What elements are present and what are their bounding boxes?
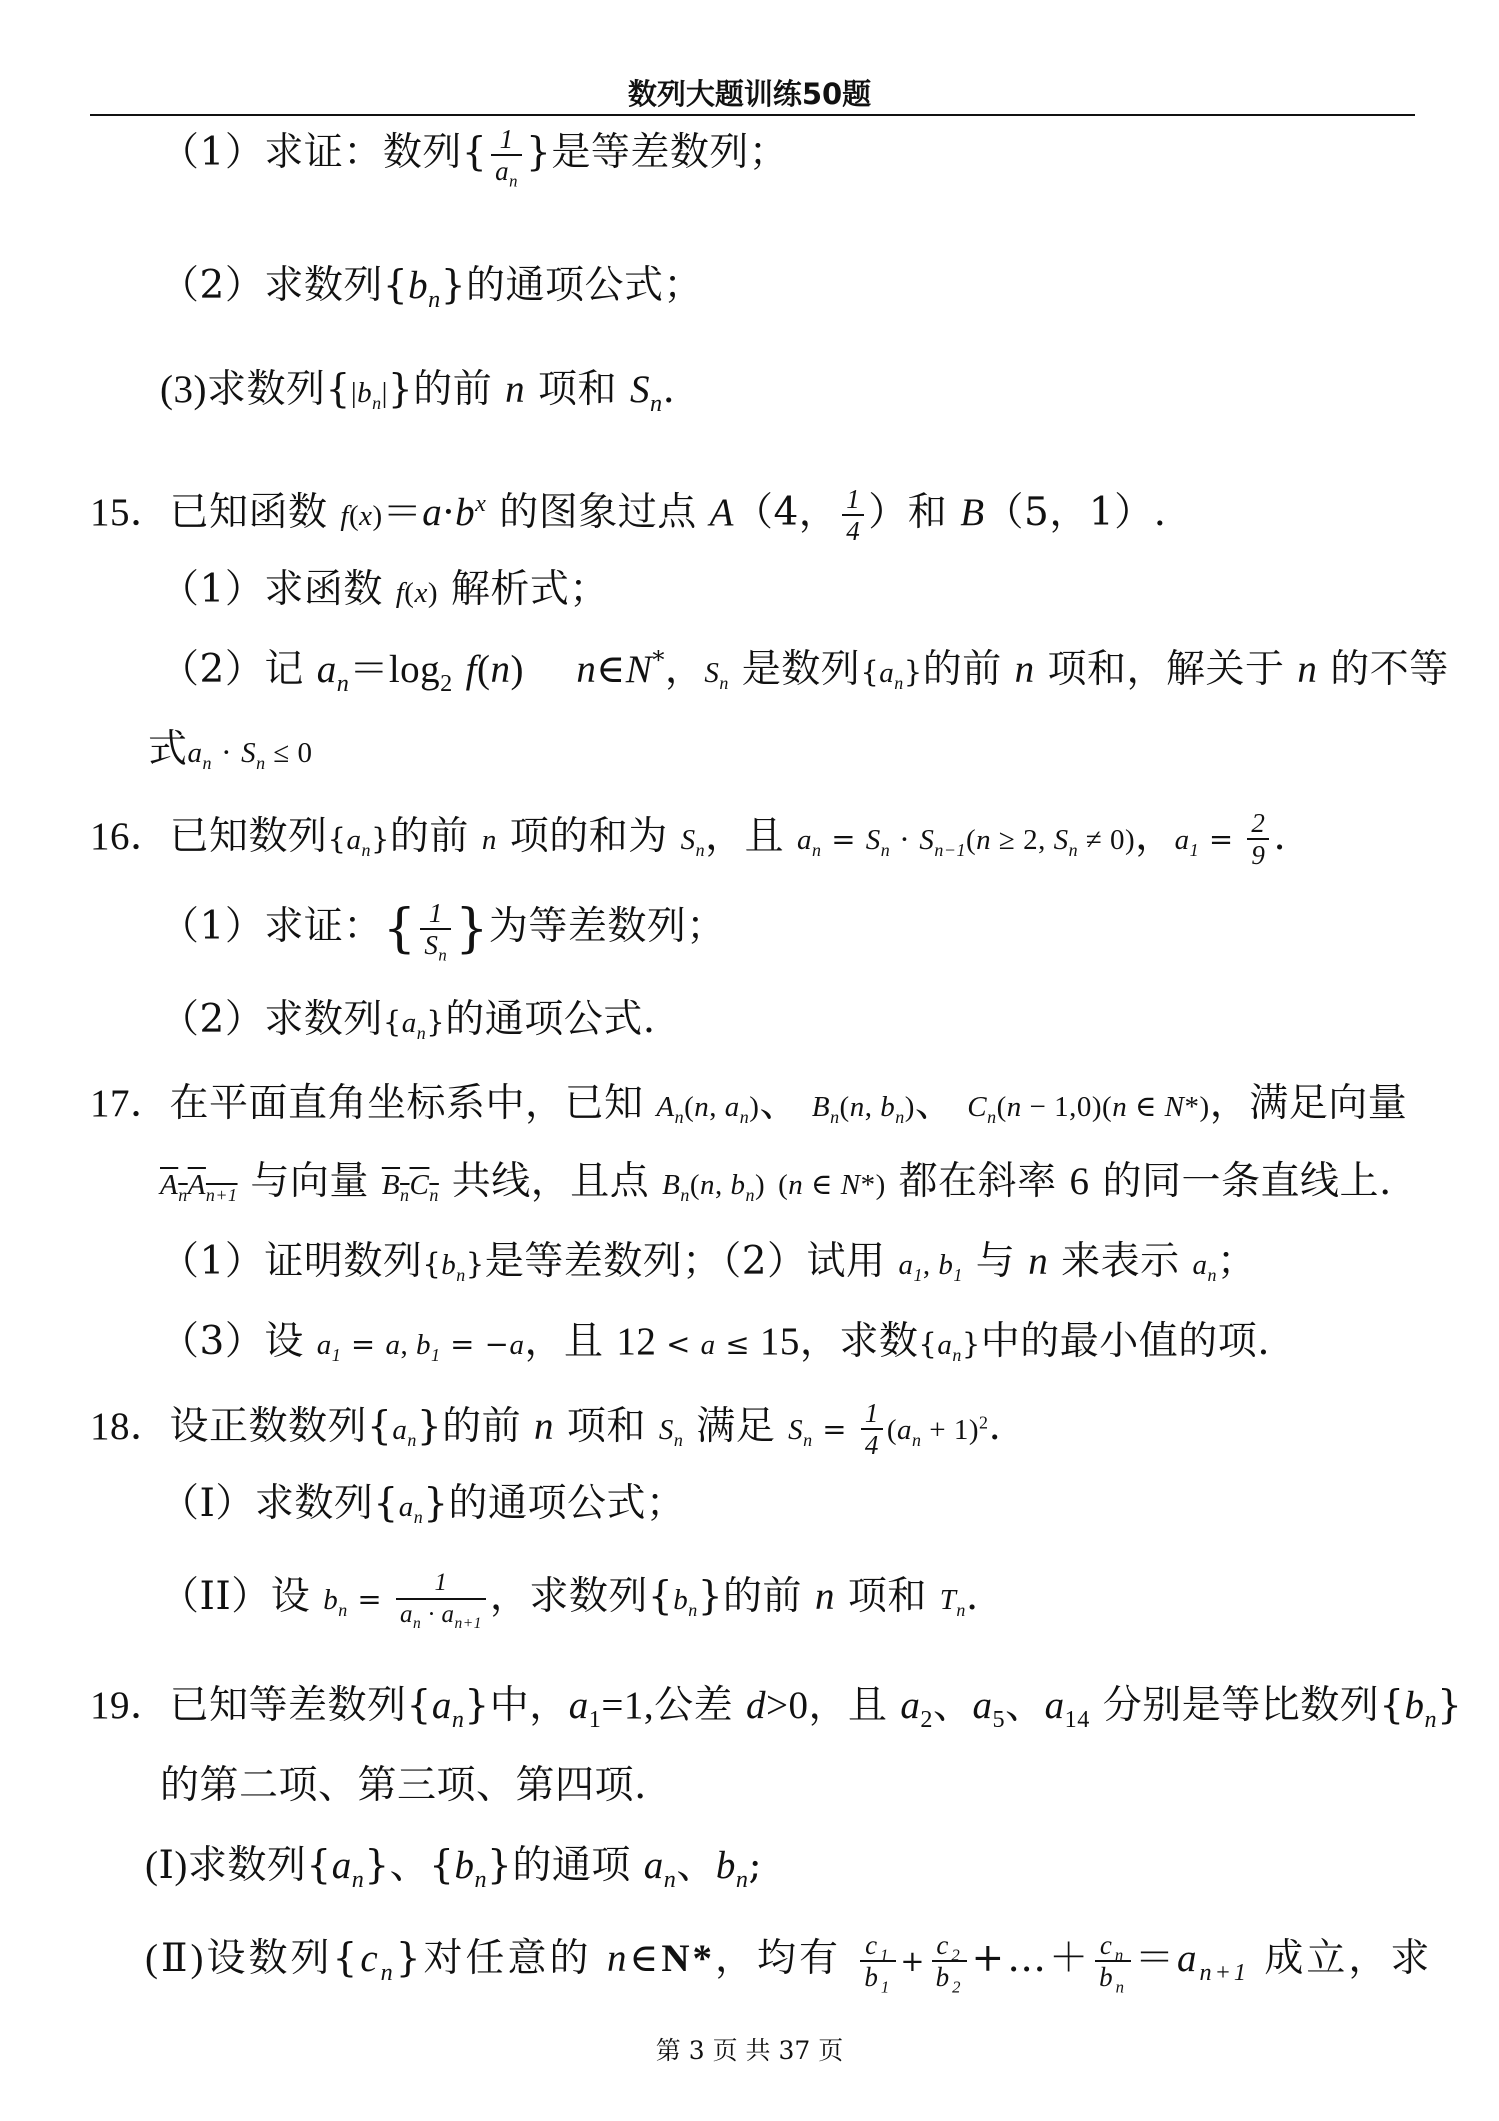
problem-17-stem: 17．在平面直角坐标系中，已知 $A_n(n$, $a_n$)、 $B_n(n$, $b_n$)、 $C_n(n - 1,0)(n$ ∈ N*)，满足向量 [90,1081,1408,1127]
problem-15-part-2: （2）记 $a_n=\log_2$ f(n) n∈N*，$S_n$ 是数列$\{a_n\}$的前 n 项和，解关于 n 的不等 [160,646,1449,697]
problem-16-stem: 16．已知数列$\{a_n\}$的前 n 项的和为 $S_n$，且 $a_n = S_n \cdot S_{n-1}(n \ge 2$, $S_n \ne 0$)，$a_1$ = $\frac{2}{9}$ . [90,808,1287,870]
problem-17-stem-cont: $A_nA_{n+1}$ 与向量 $B_nC_n$ 共线，且点 $B_n(n$, $b_n$) (n ∈ N*) 都在斜率 6 的同一条直线上. [160,1159,1392,1205]
problem-15-part-2-cont: 式$a_n \cdot S_n \le 0$ [148,727,313,773]
problem-19-stem-cont: 的第二项、第三项、第四项. [160,1763,647,1808]
problem-15-stem: 15．已知函数 $f(x)=a\cdot b^x$ 的图象过点 A（4， $\frac{1}{4}$ ）和 B（5，1）. [90,484,1167,546]
problem-17-part-1-2: （1）证明数列$\{b_n\}$是等差数列；（2）试用 $a_1$, $b_1$ 与 n 来表示 $a_n$； [160,1239,1257,1285]
problem-19-part-2: (Ⅱ)设数列$\{c_n\}$对任意的 n∈N*，均有 $\frac{c_1}{b_1}$ + $\frac{c_2}{b_2}$ +…＋ $\frac{c_n}{b_n}$ $=a_{n+1}$ 成立，求 [145,1930,1433,1997]
header-divider [90,114,1415,116]
problem-14-part-3: (3)求数列$\{|b_n|\}$的前 n 项和 $S_n$. [160,367,676,417]
problem-14-part-1: （1）求证：数列{ $\frac{1}{a_n}$ }是等差数列； [160,124,789,191]
page-header-title: 数列大题训练50题 [627,77,872,111]
problem-18-part-2: （II）设 $b_n$ = $\frac{1}{a_n \cdot a_{n+1}}$ ，求数列$\{b_n\}$的前 n 项和 $T_n$. [160,1569,979,1632]
problem-19-stem: 19．已知等差数列$\{a_n\}$中，$a_1=1$,公差 d>0，且 $a_2$、$a_5$、$a_{14}$ 分别是等比数列$\{b_n\}$ [90,1683,1463,1733]
problem-14-part-2: （2）求数列$\{b_n\}$的通项公式； [160,263,704,313]
problem-18-part-1: （I）求数列$\{a_n\}$的通项公式； [160,1481,686,1527]
problem-18-stem: 18．设正数数列$\{a_n\}$的前 n 项和 $S_n$ 满足 $S_n$ = $\frac{1}{4}$ $(a_n + 1)^2$. [90,1398,1002,1460]
problem-16-part-2: （2）求数列$\{a_n\}$的通项公式. [160,997,656,1043]
problem-15-part-1: （1）求函数 f(x) 解析式； [160,567,609,612]
page-footer: 第 3 页 共 37 页 [655,2036,844,2065]
problem-19-part-1: (Ⅰ)求数列$\{a_n\}$、$\{b_n\}$的通项 $a_n$、$b_n$; [145,1843,763,1893]
problem-16-part-1: （1）求证：{ $\frac{1}{S_n}$ }为等差数列； [160,898,726,965]
problem-17-part-3: （3）设 $a_1 = a$, $b_1 = -a$，且 12 < a ≤ 15，求数$\{a_n\}$中的最小值的项. [160,1319,1271,1365]
